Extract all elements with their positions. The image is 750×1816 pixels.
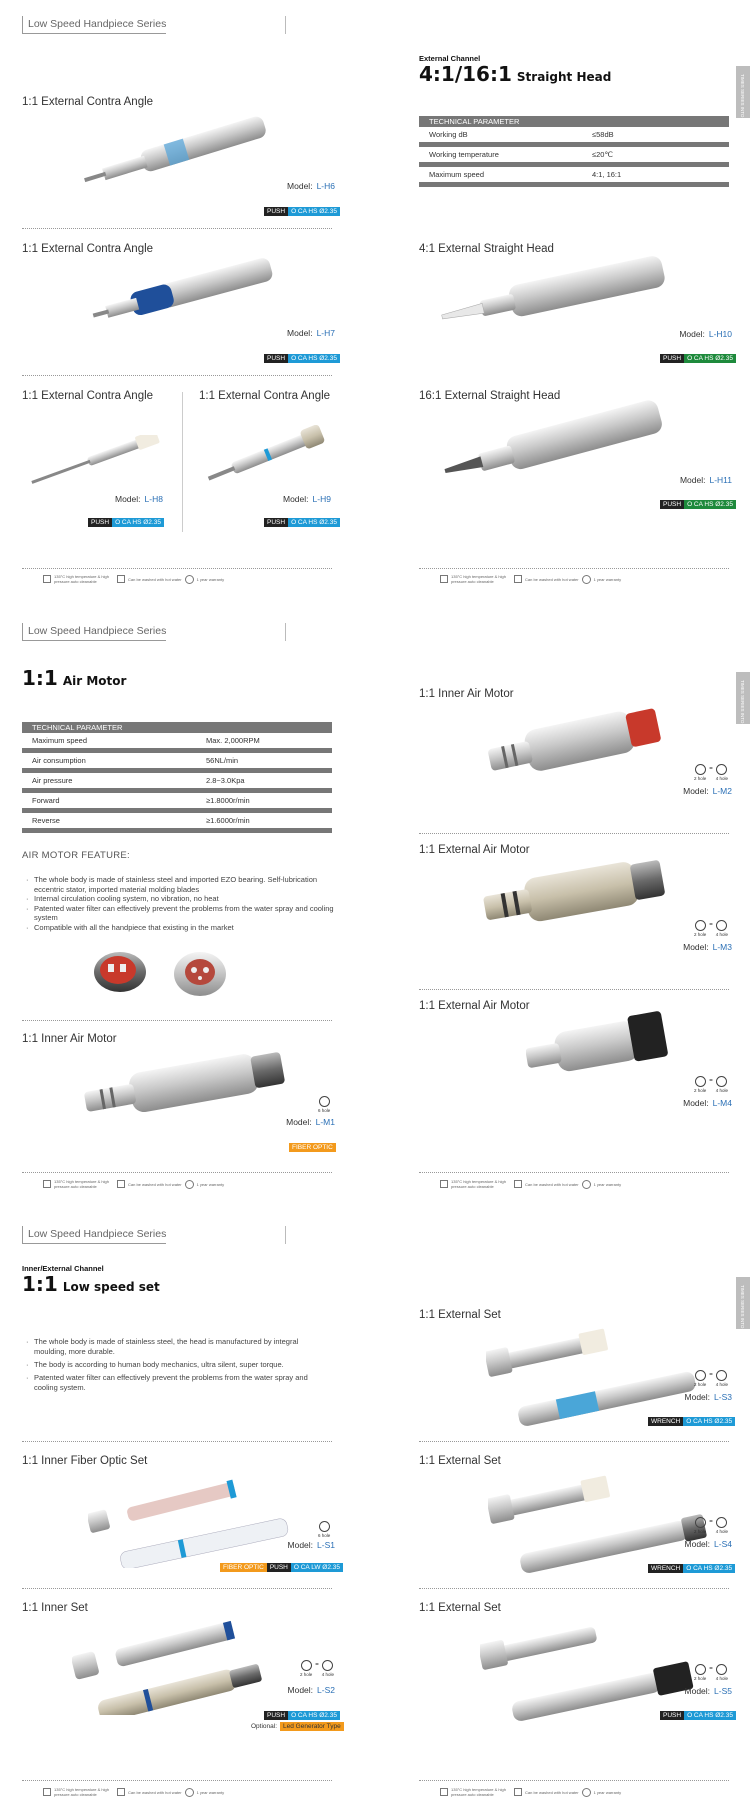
four-hole-icon [716, 1664, 727, 1675]
warranty-icon [185, 575, 194, 584]
warranty-icon [185, 1788, 194, 1797]
hole-indicator: 2 hole = 4 hole [694, 1666, 729, 1681]
footer-icons: 135°C high temperature & high pressure auto cleanable Can be washed with hot water 1 year warranty [43, 574, 224, 584]
badge-row-s3 [648, 1417, 735, 1426]
handpiece-image-h6 [80, 112, 280, 188]
divider [419, 1588, 729, 1589]
model-label-h8: Model: L-H8 [115, 494, 163, 504]
push-badge: PUSH [660, 500, 684, 509]
series-label: Low Speed Handpiece Series [22, 1226, 166, 1244]
push-badge: PUSH [88, 518, 112, 527]
ca-hs-badge: O CA HS Ø2.35 [288, 354, 340, 363]
model-label-m2: Model: L-M2 [683, 786, 732, 796]
product-title-m4: 1:1 External Air Motor [419, 1000, 530, 1012]
side-tab: TIMES SERIES INTO [736, 1277, 750, 1329]
motor-connector-image [172, 948, 228, 998]
wrench-badge: WRENCH [648, 1564, 683, 1573]
hole-indicator: 2 hole = 4 hole [694, 1078, 729, 1093]
table-row: Maximum speed 4:1, 16:1 [419, 167, 729, 187]
ca-hs-badge: O CA HS Ø2.35 [288, 518, 340, 527]
column-divider [182, 392, 183, 532]
list-item: · Compatible with all the handpiece that existing in the market [26, 923, 336, 933]
push-badge: PUSH [267, 1563, 291, 1572]
ca-hs-badge: O CA HS Ø2.35 [683, 1564, 735, 1573]
handpiece-set-image-s5 [480, 1620, 700, 1725]
two-hole-icon [695, 1664, 706, 1675]
feature-list [26, 875, 336, 932]
badge-row-h9 [264, 518, 340, 527]
product-title-s3: 1:1 External Set [419, 1309, 501, 1321]
temperature-icon [43, 1180, 51, 1188]
ca-hs-badge: O CA HS Ø2.35 [683, 1417, 735, 1426]
push-badge: PUSH [660, 1711, 684, 1720]
badge-row-s2 [264, 1711, 340, 1720]
product-title-s5: 1:1 External Set [419, 1602, 501, 1614]
product-title-m2: 1:1 Inner Air Motor [419, 688, 514, 700]
channel-label: External Channel [419, 54, 481, 63]
ca-hs-badge: O CA HS Ø2.35 [684, 1711, 736, 1720]
series-label: Low Speed Handpiece Series [22, 16, 166, 34]
divider [22, 1441, 332, 1442]
fiber-optic-badge: FIBER OPTIC [220, 1563, 267, 1572]
motor-image-m4 [526, 1010, 671, 1086]
motor-image-m2 [486, 703, 666, 783]
divider [22, 1172, 332, 1173]
model-label-h7: Model: L-H7 [287, 328, 335, 338]
wash-icon [117, 1788, 125, 1796]
list-item: · Patented water filter can effectively prevent the problems from the water spray and cooling system [26, 904, 336, 923]
badge-row-s2-optional: Optional: Led Generator Type [248, 1722, 344, 1731]
divider [22, 228, 332, 229]
push-badge: PUSH [264, 1711, 288, 1720]
product-title-h11: 16:1 External Straight Head [419, 390, 561, 402]
section-title-air-motor: 1:1 Air Motor [22, 666, 127, 690]
footer-icons: 135°C high temperature & high pressure auto cleanable Can be washed with hot water 1 year warranty [440, 574, 621, 584]
badge-row-h11 [660, 500, 736, 509]
side-tab: TIMES SERIES INTO [736, 672, 750, 724]
badge-row-h7 [264, 354, 340, 363]
motor-image-m3 [482, 855, 667, 935]
list-item: · Internal circulation cooling system, no vibration, no heat [26, 894, 336, 904]
handpiece-set-image-s4 [488, 1472, 708, 1577]
hole-indicator: 2 hole = 4 hole [300, 1662, 335, 1677]
led-generator-badge: Led Generator Type [280, 1722, 344, 1731]
badge-row-m1 [289, 1143, 336, 1152]
parameter-table-air-motor [22, 722, 332, 833]
feature-list [26, 1337, 326, 1393]
warranty-icon [582, 1180, 591, 1189]
handpiece-image-h9 [200, 425, 335, 485]
handpiece-set-image-s1 [88, 1478, 298, 1568]
divider [22, 1780, 332, 1781]
product-title-m1: 1:1 Inner Air Motor [22, 1033, 117, 1045]
model-label-s2: Model: L-S2 [287, 1685, 335, 1695]
wash-icon [117, 1180, 125, 1188]
two-hole-icon [695, 1076, 706, 1087]
footer-icons: 135°C high temperature & high pressure auto cleanable Can be washed with hot water 1 year warranty [440, 1787, 621, 1797]
section-title-low-speed-set: 1:1 Low speed set [22, 1272, 160, 1296]
divider [419, 568, 729, 569]
table-row: Air pressure 2.8~3.0Kpa [22, 773, 332, 793]
handpiece-set-image-s3 [486, 1325, 706, 1430]
wash-icon [514, 1788, 522, 1796]
series-label: Low Speed Handpiece Series [22, 623, 166, 641]
table-header: TECHNICAL PARAMETER [419, 116, 729, 127]
list-item: · The whole body is made of stainless steel and imported EZO bearing. Self-lubrication eccentric stator, imported material molding blades [26, 875, 336, 894]
six-hole-icon [319, 1096, 330, 1107]
ca-hs-badge: O CA HS Ø2.35 [684, 354, 736, 363]
badge-row-h8 [88, 518, 164, 527]
temperature-icon [440, 575, 448, 583]
six-hole-icon [319, 1521, 330, 1532]
divider [22, 1588, 332, 1589]
warranty-icon [185, 1180, 194, 1189]
hole-indicator: 2 hole = 4 hole [694, 1519, 729, 1534]
push-badge: PUSH [264, 354, 288, 363]
model-label-h9: Model: L-H9 [283, 494, 331, 504]
badge-row-h10 [660, 354, 736, 363]
ca-hs-badge: O CA HS Ø2.35 [112, 518, 164, 527]
two-hole-icon [301, 1660, 312, 1671]
feature-heading: AIR MOTOR FEATURE: [22, 850, 130, 861]
two-hole-icon [695, 920, 706, 931]
handpiece-image-h10 [440, 255, 670, 335]
product-title-h10: 4:1 External Straight Head [419, 243, 554, 255]
fiber-optic-badge: FIBER OPTIC [289, 1143, 336, 1152]
product-title-h6: 1:1 External Contra Angle [22, 96, 154, 108]
motor-connector-image [90, 948, 150, 996]
divider [22, 568, 332, 569]
model-label-m1: Model: L-M1 [286, 1117, 335, 1127]
badge-row-s5 [660, 1711, 736, 1720]
temperature-icon [43, 575, 51, 583]
footer-icons: 135°C high temperature & high pressure auto cleanable Can be washed with hot water 1 year warranty [440, 1179, 621, 1189]
parameter-table-straight [419, 116, 729, 187]
badge-row-h6 [264, 207, 340, 216]
wrench-badge: WRENCH [648, 1417, 683, 1426]
divider [419, 833, 729, 834]
section-title-straight-head: 4:1/16:1 Straight Head [419, 62, 612, 86]
handpiece-image-h7 [90, 255, 280, 327]
table-row: Working dB ≤58dB [419, 127, 729, 147]
hole-indicator: 6 hole [318, 1521, 330, 1538]
ca-hs-badge: O CA HS Ø2.35 [288, 207, 340, 216]
model-label-h10: Model: L-H10 [679, 329, 732, 339]
product-title-s1: 1:1 Inner Fiber Optic Set [22, 1455, 148, 1467]
side-tab: TIMES SERIES INTO [736, 66, 750, 118]
model-label-s3: Model: L-S3 [684, 1392, 732, 1402]
handpiece-set-image-s2 [72, 1620, 292, 1715]
handpiece-image-h8 [28, 435, 163, 485]
divider [419, 1441, 729, 1442]
list-item: · The whole body is made of stainless steel, the head is manufactured by integral moulding, more durable. [26, 1337, 326, 1357]
divider [22, 1020, 332, 1021]
temperature-icon [440, 1180, 448, 1188]
four-hole-icon [716, 764, 727, 775]
channel-label: Inner/External Channel [22, 1264, 104, 1273]
ca-hs-badge: O CA HS Ø2.35 [684, 500, 736, 509]
model-label-h11: Model: L-H11 [679, 475, 732, 485]
footer-icons: 135°C high temperature & high pressure auto cleanable Can be washed with hot water 1 year warranty [43, 1787, 224, 1797]
product-title-s2: 1:1 Inner Set [22, 1602, 88, 1614]
motor-image-m1 [78, 1045, 288, 1125]
temperature-icon [440, 1788, 448, 1796]
ca-lw-badge: O CA LW Ø2.35 [291, 1563, 343, 1572]
product-title-h9: 1:1 External Contra Angle [199, 390, 331, 402]
two-hole-icon [695, 1517, 706, 1528]
model-label-s1: Model: L-S1 [287, 1540, 335, 1550]
model-label-s5: Model: L-S5 [684, 1686, 732, 1696]
wash-icon [117, 575, 125, 583]
table-row: Maximum speed Max. 2,000RPM [22, 733, 332, 753]
model-label-h6: Model: L-H6 [287, 181, 335, 191]
list-item: · Patented water filter can effectively prevent the problems from the water spray and cooling system. [26, 1373, 326, 1393]
divider [419, 989, 729, 990]
hole-indicator: 2 hole = 4 hole [694, 1372, 729, 1387]
four-hole-icon [716, 1076, 727, 1087]
divider [419, 1780, 729, 1781]
product-title-h8: 1:1 External Contra Angle [22, 390, 154, 402]
footer-icons: 135°C high temperature & high pressure auto cleanable Can be washed with hot water 1 year warranty [43, 1179, 224, 1189]
table-row: Forward ≥1.8000r/min [22, 793, 332, 813]
badge-row-s4 [648, 1564, 735, 1573]
product-title-h7: 1:1 External Contra Angle [22, 243, 154, 255]
model-label-m3: Model: L-M3 [683, 942, 732, 952]
four-hole-icon [716, 920, 727, 931]
push-badge: PUSH [264, 518, 288, 527]
warranty-icon [582, 575, 591, 584]
push-badge: PUSH [660, 354, 684, 363]
badge-row-s1 [220, 1563, 343, 1572]
hole-indicator: 2 hole = 4 hole [694, 766, 729, 781]
ca-hs-badge: O CA HS Ø2.35 [288, 1711, 340, 1720]
push-badge: PUSH [264, 207, 288, 216]
table-row: Working temperature ≤20℃ [419, 147, 729, 167]
model-label-s4: Model: L-S4 [684, 1539, 732, 1549]
table-row: Air consumption 56NL/min [22, 753, 332, 773]
product-title-s4: 1:1 External Set [419, 1455, 501, 1467]
handpiece-image-h11 [442, 400, 667, 490]
warranty-icon [582, 1788, 591, 1797]
hole-indicator: 6 hole [318, 1096, 330, 1113]
two-hole-icon [695, 764, 706, 775]
temperature-icon [43, 1788, 51, 1796]
four-hole-icon [322, 1660, 333, 1671]
four-hole-icon [716, 1517, 727, 1528]
model-label-m4: Model: L-M4 [683, 1098, 732, 1108]
hole-indicator: 2 hole = 4 hole [694, 922, 729, 937]
wash-icon [514, 575, 522, 583]
divider [419, 1172, 729, 1173]
divider [22, 375, 332, 376]
list-item: · The body is according to human body mechanics, ultra silent, super torque. [26, 1360, 326, 1370]
two-hole-icon [695, 1370, 706, 1381]
four-hole-icon [716, 1370, 727, 1381]
wash-icon [514, 1180, 522, 1188]
product-title-m3: 1:1 External Air Motor [419, 844, 530, 856]
table-header: TECHNICAL PARAMETER [22, 722, 332, 733]
table-row: Reverse ≥1.6000r/min [22, 813, 332, 833]
